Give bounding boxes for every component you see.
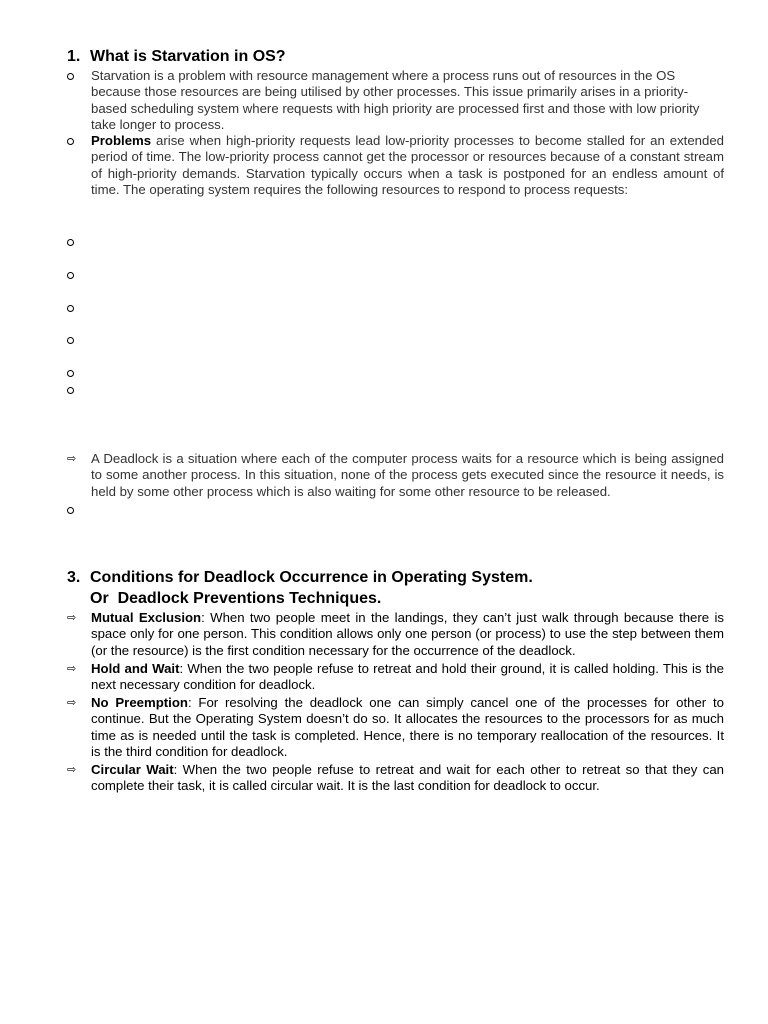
list-item-starvation-problems xyxy=(67,133,724,217)
section-1-heading xyxy=(67,47,286,67)
problems-description: arise when high-priority requests lead low-priority processes to become stalled for an extended period of time. The low-priority process cannot get the processor or resources because of a constant stream of high-priority demands. Starvation typically occurs when a task is postponed for an endless amount of time. The operating system requires the following resources to respond to process requests: xyxy=(91,133,724,198)
hold-and-wait-description: : When the two people refuse to retreat and hold their ground, it is called holding. This is the next necessary condition for deadlock. xyxy=(91,661,725,693)
empty-bullet-icon xyxy=(67,370,77,380)
list-item-deadlock-definition xyxy=(67,451,724,503)
hold-and-wait-term: Hold and Wait xyxy=(91,661,180,676)
circular-wait-term: Circular Wait xyxy=(91,762,174,777)
right-arrow-bullet-icon: ⇨ xyxy=(67,612,77,624)
mutual-exclusion-term: Mutual Exclusion xyxy=(91,610,202,625)
empty-bullet-icon xyxy=(67,305,77,315)
empty-bullet-icon xyxy=(67,239,77,249)
empty-bullet-icon xyxy=(67,272,77,282)
hollow-circle-bullet-icon xyxy=(67,133,87,149)
right-arrow-bullet-icon: ⇨ xyxy=(67,453,77,465)
starvation-problems-text xyxy=(91,133,724,199)
right-arrow-bullet-icon: ⇨ xyxy=(67,663,77,675)
problems-bold-term: Problems xyxy=(91,133,152,148)
starvation-definition-text: Starvation is a problem with resource management where a process runs out of resources in the OS because those resources are being utilised by other processes. This issue primarily arises in a priority-based scheduling system where requests with high priority are processed first and those with low priority take longer to process. xyxy=(91,68,700,133)
right-arrow-bullet-icon: ⇨ xyxy=(67,764,77,776)
no-preemption-description: : For resolving the deadlock one can simply cancel one of the processes for other to continue. But the Operating System doesn’t do so. It allocates the resources to the processors for as much time as is needed until the task is completed. Hence, there is no temporary reallocation of the resources. It is the third condition for deadlock. xyxy=(91,695,724,760)
mutual-exclusion-description: : When two people meet in the landings, they can’t just walk through because there is space only for one person. This condition allows only one person (or process) to use the step between them (or the resource) is the first condition necessary for the occurrence of the deadlock. xyxy=(91,610,724,658)
list-item-mutual-exclusion xyxy=(67,610,724,660)
section-3-title-line-2: Or Deadlock Preventions Techniques. xyxy=(90,590,382,607)
no-preemption-term: No Preemption xyxy=(91,695,188,710)
circular-wait-text xyxy=(91,762,724,795)
empty-bullet-icon xyxy=(67,337,77,347)
empty-bullet-icon xyxy=(67,507,77,517)
list-item-circular-wait xyxy=(67,762,724,795)
hollow-circle-bullet-icon xyxy=(67,68,87,84)
section-3-heading xyxy=(67,568,533,588)
mutual-exclusion-text xyxy=(91,610,724,659)
right-arrow-bullet-icon: ⇨ xyxy=(67,697,77,709)
section-3-number: 3. xyxy=(67,569,81,586)
circular-wait-description: : When the two people refuse to retreat and wait for each other to retreat so that they can complete their task, it is called circular wait. It is the last condition for deadlock to occur. xyxy=(91,762,724,794)
list-item-no-preemption xyxy=(67,695,724,761)
section-1-title: What is Starvation in OS? xyxy=(90,48,286,65)
section-3-title-line-1: Conditions for Deadlock Occurrence in Operating System. xyxy=(90,569,533,586)
section-1-number: 1. xyxy=(67,48,81,65)
hold-and-wait-text xyxy=(91,661,724,694)
list-item-starvation-definition xyxy=(67,68,724,134)
list-item-hold-and-wait xyxy=(67,661,724,694)
deadlock-definition-text: A Deadlock is a situation where each of the computer process waits for a resource which is being assigned to some another process. In this situation, none of the process gets executed since the resource it needs, is held by some other process which is also waiting for some other resource to be released. xyxy=(91,451,724,499)
empty-bullet-icon xyxy=(67,387,77,397)
no-preemption-text xyxy=(91,695,724,761)
